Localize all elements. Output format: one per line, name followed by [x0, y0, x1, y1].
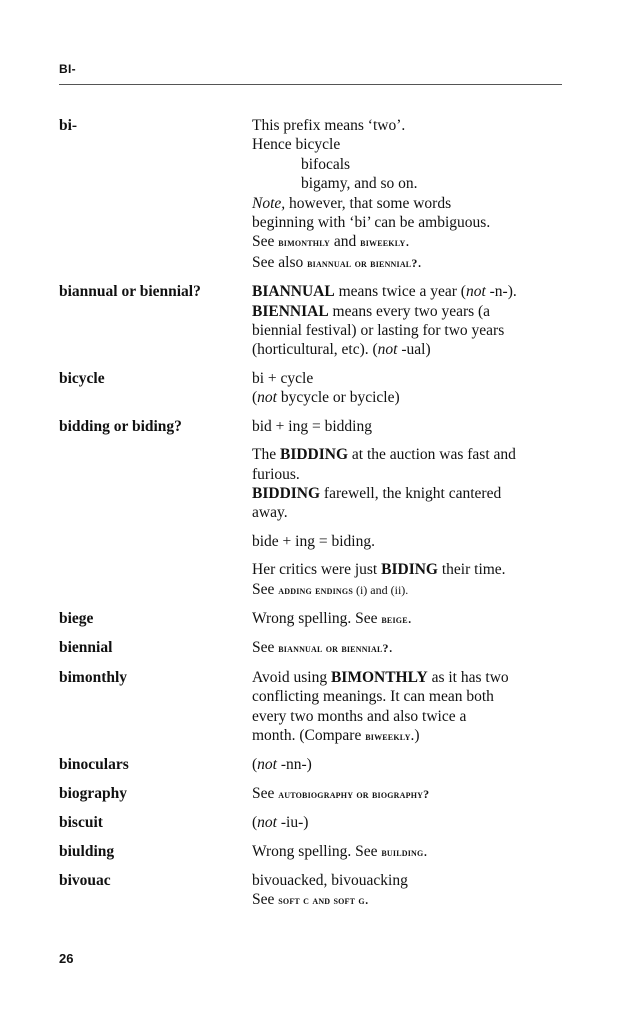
cross-reference-line: See also biannual or biennial?. — [252, 253, 422, 271]
definition — [252, 871, 562, 911]
example-line: away. — [252, 504, 288, 522]
cross-reference: bimonthly — [278, 235, 331, 250]
running-head: BI- — [59, 62, 76, 76]
definition-line: bid + ing = bidding — [252, 417, 372, 435]
example-word: bigamy, and so on. — [301, 175, 418, 193]
cross-reference-line: See autobiography or biography? — [252, 784, 430, 802]
definition-line: Hence bicycle — [252, 136, 341, 154]
cross-reference-line: See adding endings (i) and (ii). — [252, 580, 409, 598]
entry-biscuit — [59, 813, 562, 832]
headword: biege — [59, 609, 94, 627]
definition — [252, 282, 562, 360]
definition-line: (not bycycle or bycicle) — [252, 389, 400, 407]
cross-reference-line: See soft c and soft g. — [252, 891, 369, 909]
example-line: Her critics were just BIDING their time. — [252, 561, 506, 579]
headword: biulding — [59, 842, 115, 860]
headword: biennial — [59, 639, 113, 657]
cross-reference: biannual or biennial? — [278, 641, 389, 656]
cross-reference: building — [381, 844, 424, 859]
definition-line: Note, however, that some words — [252, 194, 452, 212]
cross-reference: autobiography or biography? — [278, 786, 430, 801]
entry-bidding-or-biding — [59, 417, 562, 600]
entry-biannual-or-biennial — [59, 282, 562, 360]
headword: binoculars — [59, 756, 129, 774]
entry-biennial — [59, 638, 562, 658]
cross-reference: beige — [381, 611, 408, 626]
definition — [252, 609, 562, 629]
entry-biulding — [59, 842, 562, 862]
headword: bivouac — [59, 872, 111, 889]
dictionary-entries — [59, 116, 562, 920]
headword: biannual or biennial? — [59, 283, 201, 301]
definition — [252, 784, 562, 804]
definition — [252, 417, 562, 600]
definition-line: conflicting meanings. It can mean both — [252, 688, 494, 706]
example-line: The BIDDING at the auction was fast and — [252, 446, 516, 464]
definition — [252, 668, 562, 747]
definition-line: BIENNIAL means every two years (a — [252, 302, 491, 320]
definition — [252, 638, 562, 658]
definition-line: beginning with ‘bi’ can be ambiguous. — [252, 214, 491, 232]
entry-bimonthly — [59, 668, 562, 747]
cross-reference: adding endings — [278, 582, 353, 597]
cross-reference-line: month. (Compare biweekly.) — [252, 726, 420, 744]
definition-line: This prefix means ‘two’. — [252, 117, 406, 134]
headword: bicycle — [59, 369, 105, 387]
definition-line: bide + ing = biding. — [252, 532, 375, 550]
headword: bi- — [59, 117, 78, 134]
entry-bivouac — [59, 871, 562, 911]
headword: bidding or biding? — [59, 417, 182, 435]
entry-bi — [59, 116, 562, 273]
header-rule — [59, 84, 562, 85]
example-word: bifocals — [301, 155, 351, 173]
headword: biography — [59, 784, 128, 802]
definition-line: (not -iu-) — [252, 814, 309, 832]
definition-line: BIANNUAL means twice a year (not -n-). — [252, 283, 517, 301]
definition — [252, 842, 562, 862]
definition-line: every two months and also twice a — [252, 707, 467, 725]
definition-line: bivouacked, bivouacking — [252, 872, 408, 889]
cross-reference-line: Wrong spelling. See building. — [252, 842, 428, 860]
cross-reference-line: See biannual or biennial?. — [252, 639, 393, 657]
example-line: BIDDING farewell, the knight cantered — [252, 484, 502, 502]
entry-binoculars — [59, 755, 562, 774]
cross-reference: biweekly — [365, 728, 411, 743]
headword: biscuit — [59, 814, 103, 832]
cross-reference: biannual or biennial? — [307, 255, 418, 270]
definition-line: bi + cycle — [252, 369, 314, 387]
entry-bicycle — [59, 369, 562, 408]
headword: bimonthly — [59, 668, 128, 686]
definition — [252, 755, 562, 774]
entry-biege — [59, 609, 562, 629]
entry-biography — [59, 784, 562, 804]
cross-reference: biweekly — [360, 235, 406, 250]
note-label: Note, — [252, 194, 286, 212]
definition — [252, 813, 562, 832]
definition-line: (not -nn-) — [252, 756, 312, 774]
cross-reference-line: See bimonthly and biweekly. — [252, 233, 410, 251]
cross-reference-line: Wrong spelling. See beige. — [252, 609, 412, 627]
example-line: furious. — [252, 465, 300, 483]
definition-line: Avoid using BIMONTHLY as it has two — [252, 668, 509, 686]
definition — [252, 369, 562, 408]
definition — [252, 116, 562, 273]
page-number: 26 — [59, 951, 74, 966]
cross-reference: soft c and soft g — [278, 893, 365, 908]
definition-line: biennial festival) or lasting for two years — [252, 322, 505, 340]
definition-line: (horticultural, etc). (not -ual) — [252, 341, 431, 359]
